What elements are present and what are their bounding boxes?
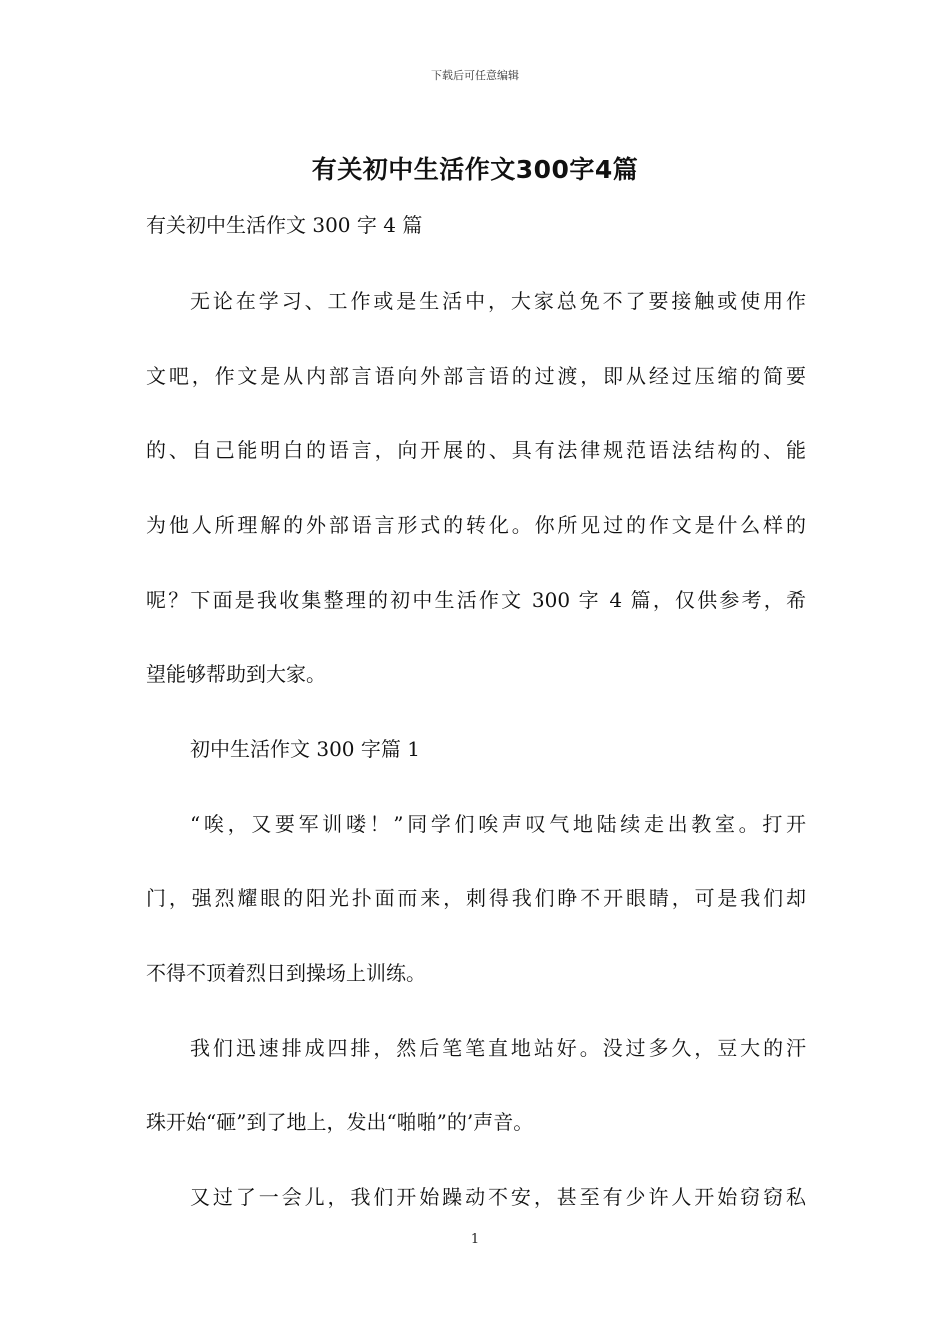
subtitle-line: 有关初中生活作文 300 字 4 篇 (146, 213, 423, 237)
paragraph-line: “唉，又要军训喽！”同学们唉声叹气地陆续走出教室。打开 (190, 812, 806, 836)
document-title: 有关初中生活作文300字4篇 (311, 155, 639, 184)
paragraph-line: 文吧，作文是从内部言语向外部言语的过渡，即从经过压缩的简要 (146, 364, 806, 388)
paragraph-line: 不得不顶着烈日到操场上训练。 (146, 961, 426, 985)
paragraph-line: 的、自己能明白的语言，向开展的、具有法律规范语法结构的、能 (146, 438, 806, 462)
header-note: 下载后可任意编辑 (431, 69, 519, 82)
paragraph-line: 呢？下面是我收集整理的初中生活作文 300 字 4 篇，仅供参考，希 (146, 588, 806, 612)
paragraph-line: 我们迅速排成四排，然后笔笔直地站好。没过多久，豆大的汗 (190, 1036, 806, 1060)
paragraph-line: 珠开始“砸”到了地上，发出“啪啪”的’声音。 (146, 1110, 534, 1134)
paragraph-line: 为他人所理解的外部语言形式的转化。你所见过的作文是什么样的 (146, 513, 806, 537)
paragraph-line: 门，强烈耀眼的阳光扑面而来，刺得我们睁不开眼睛，可是我们却 (146, 886, 806, 910)
section-heading: 初中生活作文 300 字篇 1 (190, 737, 420, 761)
page-number: 1 (470, 1232, 480, 1247)
paragraph-line: 无论在学习、工作或是生活中，大家总免不了要接触或使用作 (190, 289, 806, 313)
paragraph-line: 望能够帮助到大家。 (146, 662, 326, 686)
paragraph-line: 又过了一会儿，我们开始躁动不安，甚至有少许人开始窃窃私 (190, 1185, 806, 1209)
